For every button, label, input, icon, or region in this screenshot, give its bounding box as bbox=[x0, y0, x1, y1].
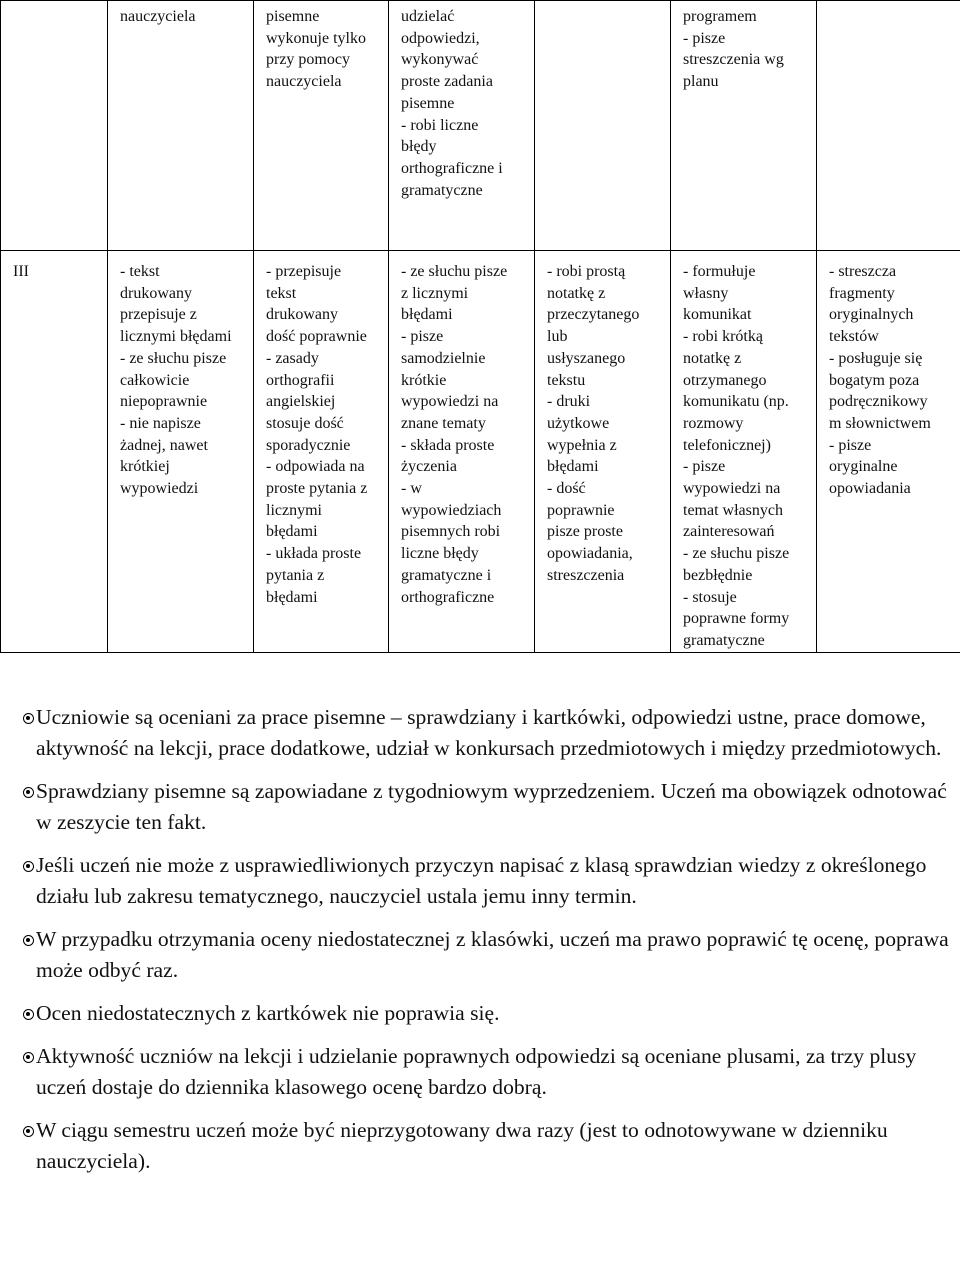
note-text: W ciągu semestru uczeń może być nieprzygotowany dwa razy (jest to odnotowywane w dzienniku nauczyciela). bbox=[36, 1118, 888, 1173]
note-text: Jeśli uczeń nie może z usprawiedliwionych przyczyn napisać z klasą sprawdzian wiedzy z określonego działu lub zakresu tematycznego, nauczyciel ustala jemu inny termin. bbox=[36, 853, 927, 908]
table-cell: - streszcza fragmenty oryginalnych tekstów - posługuje się bogatym poza podręcznikowy m słownictwem - pisze oryginalne opowiadania bbox=[817, 251, 960, 653]
bullet-icon bbox=[23, 1052, 34, 1063]
table-cell: - formułuje własny komunikat - robi krótką notatkę z otrzymanego komunikatu (np. rozmowy telefonicznej) - pisze wypowiedzi na temat własnych zainteresowań - ze słuchu pisze bezbłędnie - stosuje poprawne formy gramatyczne bbox=[671, 251, 817, 653]
table-cell: - ze słuchu pisze z licznymi błędami - pisze samodzielnie krótkie wypowiedzi na znane tematy - składa proste życzenia - w wypowiedziach pisemnych robi liczne błędy gramatyczne i orthograficzne bbox=[389, 251, 535, 653]
note-text: Sprawdziany pisemne są zapowiadane z tygodniowym wyprzedzeniem. Uczeń ma obowiązek odnotować w zeszycie ten fakt. bbox=[36, 779, 947, 834]
rules-list bbox=[36, 702, 954, 1189]
note-text: Ocen niedostatecznych z kartkówek nie poprawia się. bbox=[36, 1001, 500, 1025]
bullet-icon bbox=[23, 787, 34, 798]
table-cell: nauczyciela bbox=[108, 1, 254, 251]
note-text: W przypadku otrzymania oceny niedostatecznej z klasówki, uczeń ma prawo poprawić tę ocenę, poprawa może odbyć raz. bbox=[36, 927, 949, 982]
table-cell: - robi prostą notatkę z przeczytanego lub usłyszanego tekstu - druki użytkowe wypełnia z błędami - dość poprawnie pisze proste opowiadania, streszczenia bbox=[535, 251, 671, 653]
table-cell: programem - pisze streszczenia wg planu bbox=[671, 1, 817, 251]
table-cell: pisemne wykonuje tylko przy pomocy nauczyciela bbox=[254, 1, 389, 251]
level-label: III bbox=[1, 251, 108, 653]
bullet-icon bbox=[23, 713, 34, 724]
list-item bbox=[36, 998, 954, 1029]
bullet-icon bbox=[23, 935, 34, 946]
table-cell: - przepisuje tekst drukowany dość poprawnie - zasady orthografii angielskiej stosuje dość sporadycznie - odpowiada na proste pytania z licznymi błędami - układa proste pytania z błędami bbox=[254, 251, 389, 653]
bullet-icon bbox=[23, 1009, 34, 1020]
list-item bbox=[36, 924, 954, 986]
table-cell bbox=[817, 1, 960, 251]
table-cell bbox=[535, 1, 671, 251]
table-cell: udzielać odpowiedzi, wykonywać proste zadania pisemne - robi liczne błędy orthograficzne i gramatyczne bbox=[389, 1, 535, 251]
table-row bbox=[1, 1, 960, 251]
list-item bbox=[36, 776, 954, 838]
list-item bbox=[36, 1041, 954, 1103]
table-cell bbox=[1, 1, 108, 251]
note-text: Aktywność uczniów na lekcji i udzielanie poprawnych odpowiedzi są oceniane plusami, za trzy plusy uczeń dostaje do dziennika klasowego ocenę bardzo dobrą. bbox=[36, 1044, 917, 1099]
list-item bbox=[36, 850, 954, 912]
table-cell: - tekst drukowany przepisuje z licznymi błędami - ze słuchu pisze całkowicie niepoprawnie - nie napisze żadnej, nawet krótkiej wypowiedzi bbox=[108, 251, 254, 653]
bullet-icon bbox=[23, 861, 34, 872]
list-item bbox=[36, 1115, 954, 1177]
table-row bbox=[1, 251, 960, 653]
list-item bbox=[36, 702, 954, 764]
bullet-icon bbox=[23, 1126, 34, 1137]
note-text: Uczniowie są oceniani za prace pisemne – sprawdziany i kartkówki, odpowiedzi ustne, prace domowe, aktywność na lekcji, prace dodatkowe, udział w konkursach przedmiotowych i między przedmiotowych. bbox=[36, 705, 942, 760]
